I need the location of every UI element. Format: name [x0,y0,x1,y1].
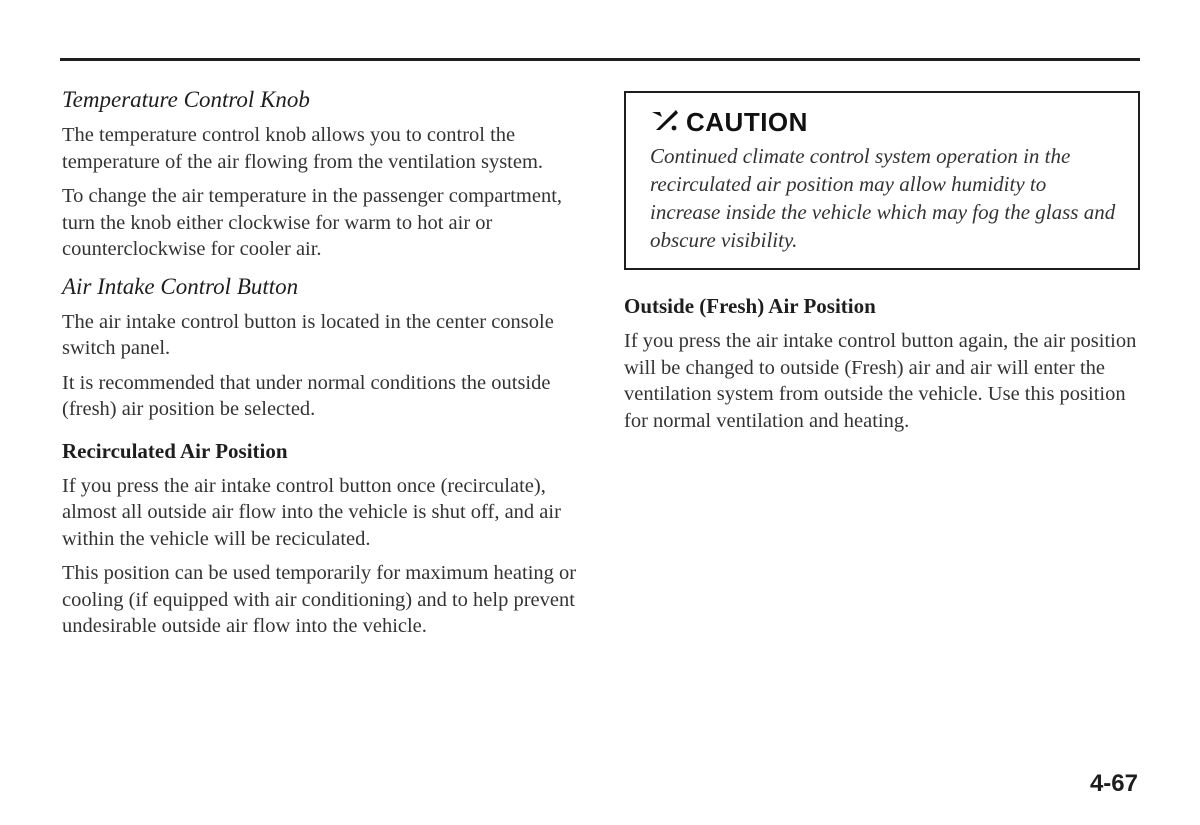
temperature-control-knob-heading: Temperature Control Knob [62,87,310,112]
caution-icon [650,108,680,137]
recirculated-air-position-heading: Recirculated Air Position [62,438,288,463]
air-intake-control-button-heading: Air Intake Control Button [62,273,299,299]
caution-text: Continued climate control system operation in the recirculated air position may allow humidity to increase inside the vehicle which may fog the glass and obscure visibility. [650,144,1116,252]
outside-fresh-air-paragraph: If you press the air intake control button again, the air position will be changed to outside (Fresh) air and air will enter the ventilation system from outside the vehicle. Use this position for normal ventilation and heating. [624,330,1137,432]
caution-box [624,91,1140,270]
right-column [624,88,1144,442]
outside-fresh-air-position-heading: Outside (Fresh) Air Position [624,294,876,318]
temperature-paragraph-2: To change the air temperature in the passenger compartment, turn the knob either clockwise for warm to hot air or counterclockwise for cooler air. [62,185,563,260]
caution-title [650,107,1120,138]
recirculated-paragraph-2: This position can be used temporarily for maximum heating or cooling (if equipped with air conditioning) and to help prevent undesirable outside air flow into the vehicle. [62,562,577,637]
caution-label: CAUTION [686,107,808,137]
page-number: 4-67 [1089,770,1138,797]
top-rule [60,58,1140,61]
air-intake-paragraph-1: The air intake control button is located in the center console switch panel. [62,310,554,359]
recirculated-paragraph-1: If you press the air intake control button once (recirculate), almost all outside air flow into the vehicle is shut off, and air within the vehicle will be reciculated. [62,474,561,550]
air-intake-paragraph-2: It is recommended that under normal conditions the outside (fresh) air position be selected. [62,371,551,420]
left-column [62,86,582,648]
temperature-paragraph-1: The temperature control knob allows you to control the temperature of the air flowing from the ventilation system. [62,124,544,173]
